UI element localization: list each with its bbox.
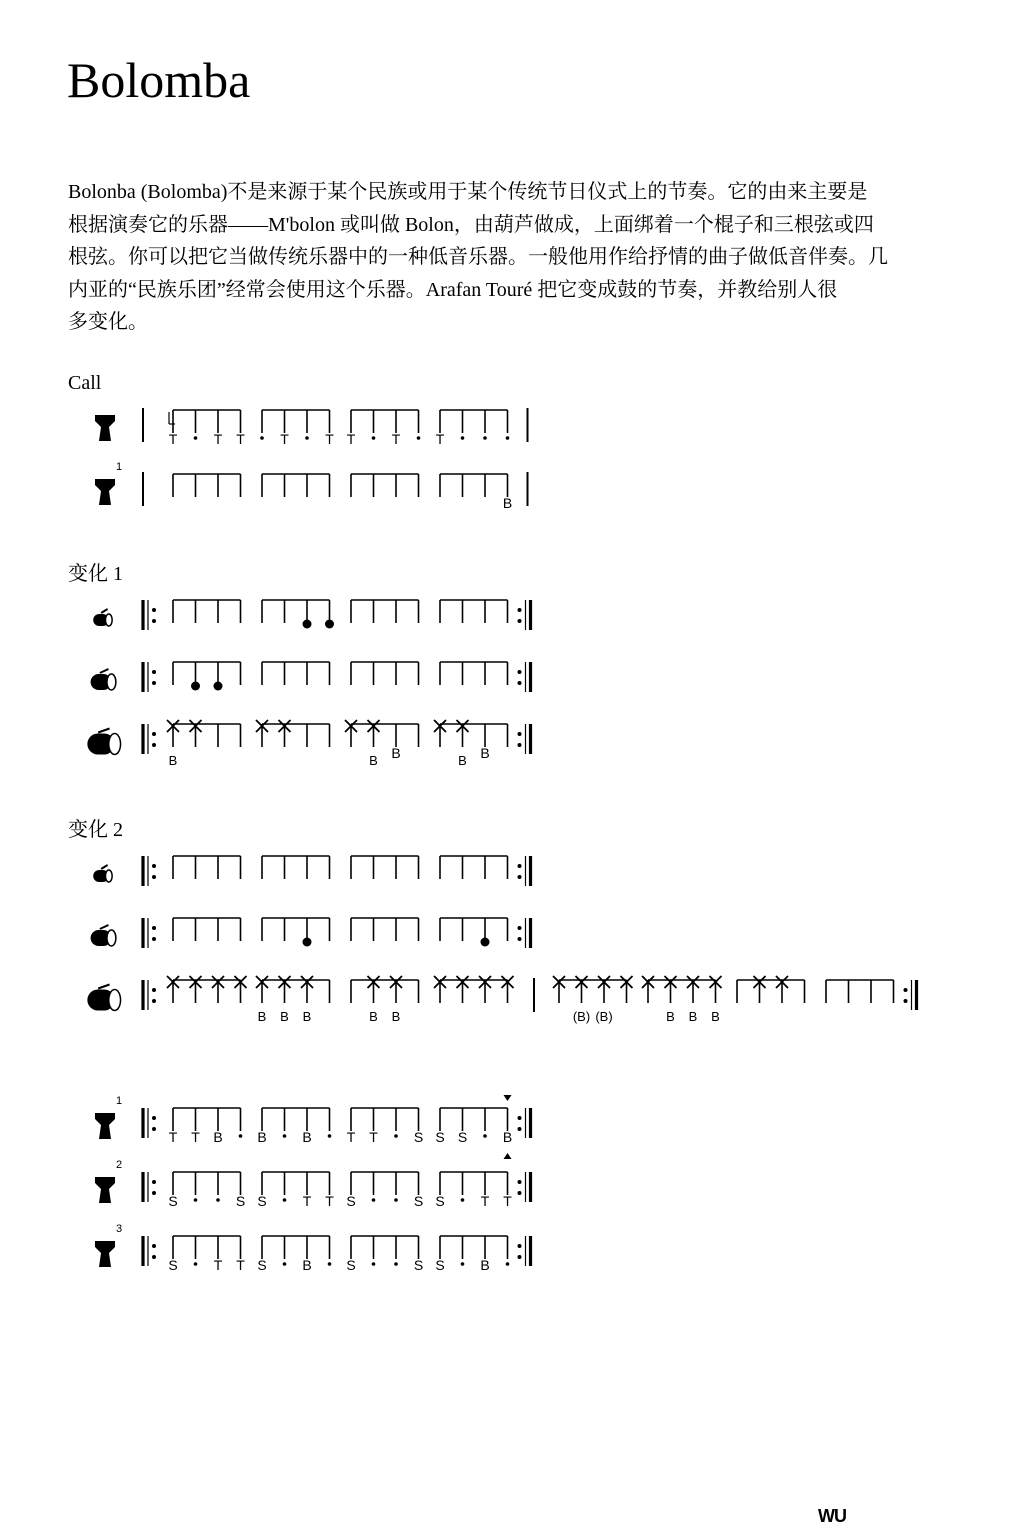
section-label-call: Call xyxy=(68,372,102,394)
stroke-label: T xyxy=(346,431,356,447)
section-label-variation-2: 变化 2 xyxy=(68,819,123,841)
rest-dot xyxy=(372,1198,376,1202)
repeat-dot xyxy=(152,681,156,685)
stroke-label: T xyxy=(236,431,245,447)
rest-dot xyxy=(372,436,376,440)
rest-dot xyxy=(194,1198,198,1202)
accent-mark xyxy=(504,1153,512,1159)
repeat-dot xyxy=(152,1116,156,1120)
stroke-label: B xyxy=(391,1009,401,1024)
stroke-label: B xyxy=(168,753,178,768)
stroke-label: T xyxy=(369,1129,378,1145)
stroke-label: T xyxy=(191,1129,200,1145)
rest-dot xyxy=(483,436,487,440)
repeat-dot xyxy=(518,732,522,736)
rest-dot xyxy=(506,436,510,440)
stroke-label: S xyxy=(346,1193,356,1209)
stroke-label: T xyxy=(435,431,445,447)
stroke-label: B xyxy=(502,1129,513,1145)
rest-dot xyxy=(194,1262,198,1266)
repeat-dot xyxy=(518,1180,522,1184)
sangban-icon-stick xyxy=(100,925,109,929)
djembe-icon xyxy=(95,1177,115,1203)
repeat-dot xyxy=(904,988,908,992)
stroke-label: B xyxy=(302,1129,312,1145)
stroke-label: T xyxy=(325,431,334,447)
repeat-dot xyxy=(152,988,156,992)
voice-number: 1 xyxy=(115,1095,123,1107)
kenkeni-icon-stick xyxy=(101,609,108,613)
rest-dot xyxy=(283,1198,287,1202)
repeat-dot xyxy=(152,743,156,747)
intro-line: Bolonba (Bolomba)不是来源于某个民族或用于某个传统节日仪式上的节奏。它的由来主要是 xyxy=(68,181,868,203)
repeat-dot xyxy=(152,608,156,612)
stroke-label: S xyxy=(257,1193,267,1209)
sangban-icon-head xyxy=(107,674,116,690)
stroke-label: B xyxy=(688,1009,698,1024)
voice-number: 3 xyxy=(115,1223,123,1235)
rest-dot xyxy=(461,1198,465,1202)
dundunba-icon-stick xyxy=(98,985,109,989)
closed-note xyxy=(303,620,312,629)
stroke-label: T xyxy=(168,1129,178,1145)
repeat-dot xyxy=(152,1127,156,1131)
stroke-label: T xyxy=(213,1257,223,1273)
stroke-label: S xyxy=(235,1193,246,1209)
repeat-dot xyxy=(152,999,156,1003)
djembe-icon xyxy=(95,479,115,505)
rest-dot xyxy=(194,436,198,440)
repeat-dot xyxy=(518,875,522,879)
repeat-dot xyxy=(518,1255,522,1259)
intro-line: 根据演奏它的乐器——M'bolon 或叫做 Bolon，由葫芦做成，上面绑着一个棍子和三根弦或四 xyxy=(68,213,874,236)
rest-dot xyxy=(506,1262,510,1266)
stroke-label: B xyxy=(257,1129,267,1145)
stroke-label: B xyxy=(213,1129,223,1145)
stroke-label: S xyxy=(413,1193,424,1209)
stroke-label: T xyxy=(503,1193,512,1209)
repeat-dot xyxy=(518,743,522,747)
rest-dot xyxy=(394,1262,398,1266)
rest-dot xyxy=(328,1134,332,1138)
djembe-icon xyxy=(95,1113,115,1139)
closed-note xyxy=(214,682,223,691)
page-title: Bolomba xyxy=(67,52,251,108)
sangban-icon-head xyxy=(107,930,116,946)
repeat-dot xyxy=(518,1191,522,1195)
sangban-icon-stick xyxy=(100,669,109,673)
stroke-label: T xyxy=(280,431,289,447)
repeat-dot xyxy=(152,926,156,930)
stroke-label: S xyxy=(168,1257,178,1273)
stroke-label: B xyxy=(302,1009,312,1024)
intro-line: 多变化。 xyxy=(68,311,148,333)
repeat-dot xyxy=(518,1244,522,1248)
repeat-dot xyxy=(518,608,522,612)
section-label-variation-1: 变化 1 xyxy=(68,563,123,585)
closed-note xyxy=(303,938,312,947)
stroke-label: T xyxy=(480,1193,490,1209)
repeat-dot xyxy=(904,999,908,1003)
repeat-dot xyxy=(518,926,522,930)
rest-dot xyxy=(216,1198,220,1202)
stroke-label: S xyxy=(168,1193,178,1209)
repeat-dot xyxy=(152,875,156,879)
dundunba-icon-stick xyxy=(98,729,109,733)
repeat-dot xyxy=(518,619,522,623)
stroke-label: S xyxy=(346,1257,356,1273)
rest-dot xyxy=(239,1134,243,1138)
stroke-label: S xyxy=(413,1129,424,1145)
repeat-dot xyxy=(152,937,156,941)
stroke-label: S xyxy=(435,1129,445,1145)
repeat-dot xyxy=(152,670,156,674)
rest-dot xyxy=(461,1262,465,1266)
stroke-label: T xyxy=(236,1257,245,1273)
stroke-label: S xyxy=(435,1257,445,1273)
repeat-dot xyxy=(518,937,522,941)
rest-dot xyxy=(483,1134,487,1138)
closed-note xyxy=(325,620,334,629)
kenkeni-icon-head xyxy=(105,870,112,882)
dundunba-icon-head xyxy=(109,990,121,1011)
stroke-label: B xyxy=(458,753,467,768)
stroke-label: T xyxy=(213,431,223,447)
stroke-label: S xyxy=(457,1129,468,1145)
stroke-label: S xyxy=(435,1193,445,1209)
repeat-dot xyxy=(518,1127,522,1131)
stroke-label: T xyxy=(391,431,401,447)
intro-line: 根弦。你可以把它当做传统乐器中的一种低音乐器。一般他用作给抒情的曲子做低音伴奏。几 xyxy=(68,246,888,268)
rest-dot xyxy=(305,436,309,440)
dundunba-icon-head xyxy=(109,734,121,755)
repeat-dot xyxy=(152,619,156,623)
stroke-label: (B) xyxy=(595,1009,613,1024)
closed-note xyxy=(481,938,490,947)
stroke-label: B xyxy=(257,1009,267,1024)
repeat-dot xyxy=(152,1191,156,1195)
repeat-dot xyxy=(518,864,522,868)
accent-mark xyxy=(504,1095,512,1101)
rest-dot xyxy=(260,436,264,440)
djembe-icon xyxy=(95,415,115,441)
stroke-label: (B) xyxy=(572,1009,591,1024)
rest-dot xyxy=(394,1134,398,1138)
rest-dot xyxy=(461,436,465,440)
stroke-label: B xyxy=(302,1257,312,1273)
stroke-label: T xyxy=(302,1193,312,1209)
stroke-label: S xyxy=(413,1257,424,1273)
closed-note xyxy=(191,682,200,691)
repeat-dot xyxy=(518,681,522,685)
stroke-label: B xyxy=(480,1257,490,1273)
footer-mark: WU xyxy=(818,1506,846,1526)
stroke-label: B xyxy=(369,753,378,768)
stroke-label: S xyxy=(257,1257,267,1273)
repeat-dot xyxy=(152,1244,156,1248)
voice-number: 2 xyxy=(115,1159,123,1171)
rest-dot xyxy=(283,1134,287,1138)
repeat-dot xyxy=(518,1116,522,1120)
stroke-label: T xyxy=(346,1129,356,1145)
rest-dot xyxy=(328,1262,332,1266)
intro-line: 内亚的“民族乐团”经常会使用这个乐器。Arafan Touré 把它变成鼓的节奏，并教给别人很 xyxy=(68,278,838,301)
repeat-dot xyxy=(152,864,156,868)
djembe-icon xyxy=(95,1241,115,1267)
repeat-dot xyxy=(152,1180,156,1184)
rest-dot xyxy=(372,1262,376,1266)
rest-dot xyxy=(394,1198,398,1202)
kenkeni-icon-stick xyxy=(101,865,108,869)
repeat-dot xyxy=(152,1255,156,1259)
repeat-dot xyxy=(152,732,156,736)
stroke-label: B xyxy=(480,745,490,761)
stroke-label: T xyxy=(168,431,178,447)
rest-dot xyxy=(417,436,421,440)
stroke-label: B xyxy=(280,1009,289,1024)
voice-number: 1 xyxy=(115,461,123,473)
stroke-label: B xyxy=(711,1009,720,1024)
stroke-label: B xyxy=(666,1009,675,1024)
rest-dot xyxy=(283,1262,287,1266)
stroke-label: B xyxy=(369,1009,378,1024)
stroke-label: T xyxy=(325,1193,334,1209)
stroke-label: B xyxy=(391,745,401,761)
kenkeni-icon-head xyxy=(105,614,112,626)
repeat-dot xyxy=(518,670,522,674)
stroke-label: B xyxy=(502,495,513,511)
